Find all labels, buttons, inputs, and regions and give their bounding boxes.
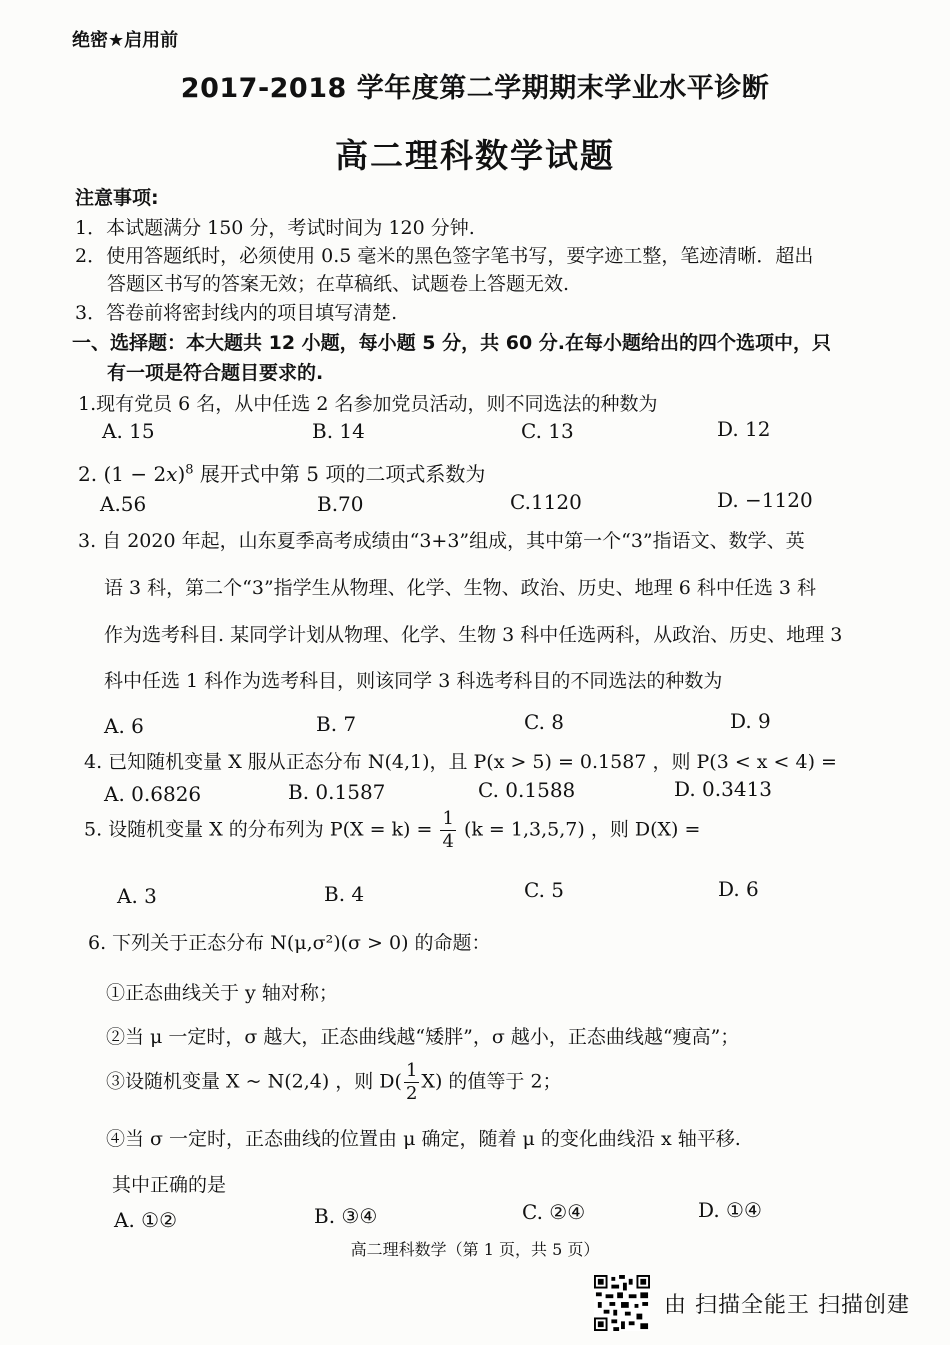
q4-option-d: D. 0.3413 bbox=[674, 777, 773, 801]
question-5-stem bbox=[84, 810, 700, 851]
q2-stem-prefix: 2. (1 − 2 bbox=[78, 462, 167, 486]
q6-option-d: D. ①④ bbox=[698, 1198, 762, 1222]
q3-option-c: C. 8 bbox=[524, 710, 565, 734]
q4-option-a: A. 0.6826 bbox=[104, 782, 202, 806]
question-3-line-4: 科中任选 1 科作为选考科目，则该同学 3 科选考科目的不同选法的种数为 bbox=[104, 670, 723, 692]
q6-option-c: C. ②④ bbox=[522, 1200, 586, 1224]
q6-option-b: B. ③④ bbox=[314, 1204, 378, 1228]
q6-frac-den: 2 bbox=[405, 1083, 418, 1104]
qr-code-icon bbox=[594, 1275, 650, 1331]
question-2-stem bbox=[78, 458, 485, 487]
q5-stem-prefix: 5. 设随机变量 X 的分布列为 P(X = k) = bbox=[84, 818, 433, 841]
q3-option-a: A. 6 bbox=[104, 714, 144, 738]
q6-statement-2: ②当 μ 一定时，σ 越大，正态曲线越“矮胖”，σ 越小，正态曲线越“瘦高”； bbox=[106, 1026, 740, 1048]
q5-frac-den: 4 bbox=[442, 831, 454, 852]
q1-option-d: D. 12 bbox=[717, 417, 771, 441]
q6-statement-3 bbox=[106, 1062, 562, 1103]
q2-option-a: A.56 bbox=[100, 492, 147, 516]
q2-stem-var: x bbox=[166, 462, 178, 486]
section-heading: 一、选择题：本大题共 12 小题，每小题 5 分，共 60 分.在每小题给出的四个选项中，只 bbox=[72, 332, 832, 354]
page-footer: 高二理科数学（第 1 页，共 5 页） bbox=[350, 1240, 600, 1259]
q2-stem-close: ) bbox=[177, 462, 186, 486]
q1-option-a: A. 15 bbox=[102, 419, 155, 443]
q5-frac-num: 1 bbox=[442, 808, 454, 829]
question-3-line-2: 语 3 科，第二个“3”指学生从物理、化学、生物、政治、历史、地理 6 科中任选 3 科 bbox=[104, 577, 817, 599]
q2-stem-suffix: 展开式中第 5 项的二项式系数为 bbox=[199, 462, 486, 486]
section-heading-cont: 有一项是符合题目要求的. bbox=[107, 362, 324, 384]
q5-option-d: D. 6 bbox=[718, 877, 759, 901]
notice-item-2: 2．使用答题纸时，必须使用 0.5 毫米的黑色签字笔书写，要字迹工整，笔迹清晰．超出 bbox=[75, 245, 814, 267]
q6-question: 其中正确的是 bbox=[112, 1174, 227, 1196]
subject-title: 高二理科数学试题 bbox=[335, 136, 615, 175]
exam-title: 2017-2018 学年度第二学期期末学业水平诊断 bbox=[180, 73, 770, 104]
q4-option-b: B. 0.1587 bbox=[288, 780, 386, 804]
notice-item-2-cont: 答题区书写的答案无效；在草稿纸、试题卷上答题无效. bbox=[107, 273, 570, 295]
secret-label: 绝密★启用前 bbox=[72, 30, 179, 51]
q2-option-c: C.1120 bbox=[510, 490, 582, 514]
notice-item-3: 3．答卷前将密封线内的项目填写清楚. bbox=[75, 302, 398, 324]
question-4-stem: 4. 已知随机变量 X 服从正态分布 N(4,1)，且 P(x > 5) = 0.1587 ，则 P(3 < x < 4) = bbox=[84, 751, 837, 773]
notice-item-1: 1．本试题满分 150 分，考试时间为 120 分钟. bbox=[75, 217, 475, 239]
question-6-stem: 6. 下列关于正态分布 N(μ,σ²)(σ > 0) 的命题： bbox=[88, 932, 491, 954]
q6-option-a: A. ①② bbox=[114, 1208, 178, 1232]
q2-option-b: B.70 bbox=[317, 492, 364, 516]
q2-stem-exp: 8 bbox=[185, 462, 194, 478]
q5-option-c: C. 5 bbox=[524, 878, 565, 902]
q2-option-d: D. −1120 bbox=[717, 488, 813, 512]
question-1-stem: 1.现有党员 6 名，从中任选 2 名参加党员活动，则不同选法的种数为 bbox=[78, 393, 658, 415]
q1-option-c: C. 13 bbox=[521, 419, 574, 443]
q3-option-d: D. 9 bbox=[730, 709, 771, 733]
q1-option-b: B. 14 bbox=[312, 419, 365, 443]
scanner-watermark-text: 由 扫描全能王 扫描创建 bbox=[664, 1293, 910, 1318]
q6-frac-num: 1 bbox=[405, 1060, 418, 1081]
q5-option-b: B. 4 bbox=[324, 882, 365, 906]
question-3-line-1: 3. 自 2020 年起，山东夏季高考成绩由“3+3”组成，其中第一个“3”指语文、数学、英 bbox=[78, 530, 805, 552]
q6-statement-3-prefix: ③设随机变量 X ~ N(2,4) ，则 D( bbox=[106, 1070, 402, 1093]
q6-fraction bbox=[404, 1062, 419, 1103]
q5-fraction bbox=[440, 810, 455, 851]
notice-heading: 注意事项: bbox=[75, 187, 159, 209]
q5-option-a: A. 3 bbox=[117, 884, 157, 908]
q5-stem-suffix: (k = 1,3,5,7) ，则 D(X) = bbox=[463, 818, 701, 841]
q3-option-b: B. 7 bbox=[316, 712, 357, 736]
q6-statement-3-suffix: X) 的值等于 2； bbox=[421, 1070, 562, 1093]
q6-statement-1: ①正态曲线关于 y 轴对称； bbox=[106, 982, 338, 1004]
question-3-line-3: 作为选考科目. 某同学计划从物理、化学、生物 3 科中任选两科，从政治、历史、地理 3 bbox=[104, 624, 843, 646]
q6-statement-4: ④当 σ 一定时，正态曲线的位置由 μ 确定，随着 μ 的变化曲线沿 x 轴平移. bbox=[106, 1128, 741, 1150]
q4-option-c: C. 0.1588 bbox=[478, 778, 576, 802]
